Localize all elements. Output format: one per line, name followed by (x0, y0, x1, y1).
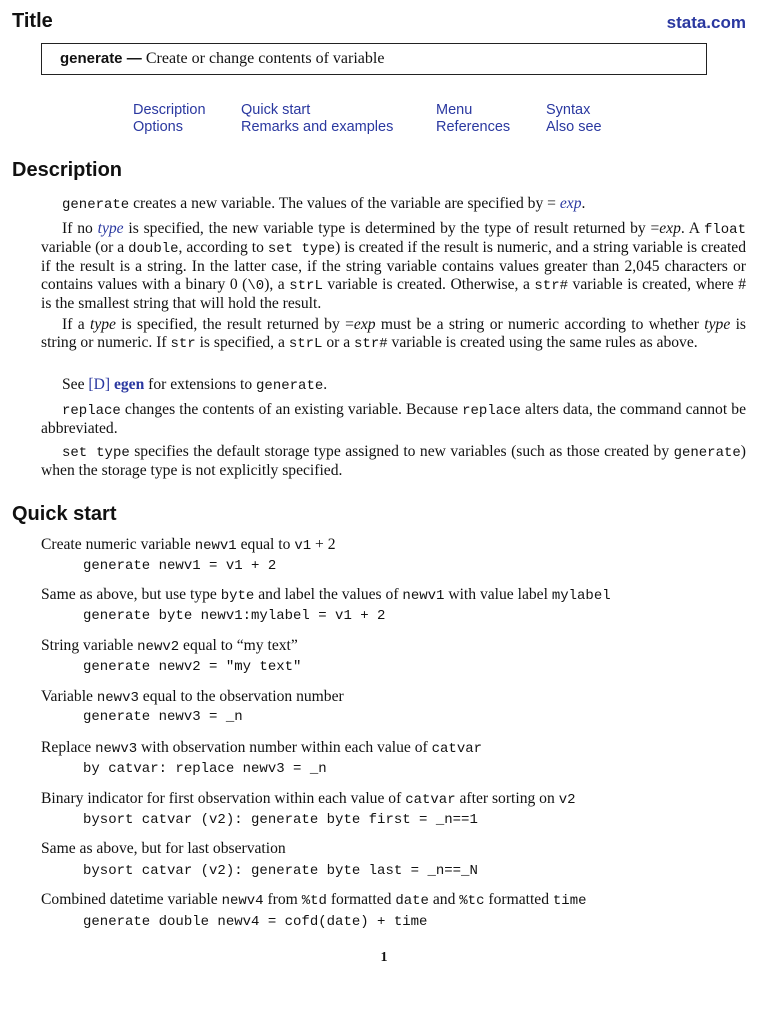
qs-code-4: generate newv3 = _n (83, 709, 243, 725)
command-description: Create or change contents of variable (145, 50, 385, 67)
toc-link-remarks-and-examples[interactable]: Remarks and examples (241, 119, 394, 135)
page-title: Title (12, 10, 53, 32)
qs-code-2: generate byte newv1:mylabel = v1 + 2 (83, 608, 386, 624)
qs-label-6: Binary indicator for first observation within each value of catvar after sorting on v2 (41, 790, 576, 808)
qs-code-7: bysort catvar (v2): generate byte last = _n==_N (83, 863, 478, 879)
qs-label-1: Create numeric variable newv1 equal to v1 + 2 (41, 536, 336, 554)
qs-code-8: generate double newv4 = cofd(date) + time (83, 914, 428, 930)
toc-link-references[interactable]: References (436, 119, 511, 135)
qs-label-7: Same as above, but for last observation (41, 840, 286, 857)
toc-link-menu[interactable]: Menu (436, 102, 473, 118)
description-heading: Description (12, 159, 123, 181)
d-manual-link[interactable]: [D] (88, 376, 114, 393)
qs-code-3: generate newv2 = "my text" (83, 659, 302, 675)
description-paragraph-3: If a type is specified, the result returned by =exp must be a string or numeric according to whether type is string or numeric. If str is specified, a strL or a str# variable is created using the same rules as above. (41, 316, 746, 352)
command-name: generate (60, 50, 123, 67)
toc-link-options[interactable]: Options (133, 119, 183, 135)
qs-label-2: Same as above, but use type byte and label the values of newv1 with value label mylabel (41, 586, 611, 604)
qs-code-1: generate newv1 = v1 + 2 (83, 558, 277, 574)
description-paragraph-6: set type specifies the default storage type assigned to new variables (such as those created by generate) when the storage type is not explicitly specified. (41, 443, 746, 479)
toc-link-also-see[interactable]: Also see (546, 119, 602, 135)
toc-link-syntax[interactable]: Syntax (546, 102, 591, 118)
qs-label-5: Replace newv3 with observation number within each value of catvar (41, 739, 483, 757)
page-header (12, 10, 746, 36)
stata-site-link[interactable]: stata.com (666, 13, 746, 32)
exp-link[interactable]: exp (559, 195, 582, 212)
toc-column-4 (546, 102, 602, 136)
title-dash: — (126, 50, 142, 67)
page-number: 1 (380, 950, 388, 965)
quick-start-heading: Quick start (12, 503, 117, 525)
command-heading (60, 50, 384, 68)
toc-column-2 (241, 102, 393, 136)
qs-code-6: bysort catvar (v2): generate byte first = _n==1 (83, 812, 478, 828)
toc-link-quick-start[interactable]: Quick start (241, 102, 311, 118)
description-paragraph-2: If no type is specified, the new variable type is determined by the type of result returned by =exp. A float variable (or a double, according to set type) is created if the result is numeric, and a string variable is created if the result is a string. In the latter case, if the string variable contains values greater than 2,045 characters or contains values with a binary 0 (\0), a strL variable is created. Otherwise, a str# variable is created, where # is the smallest string that will hold the result. (41, 220, 747, 312)
toc-column-3 (436, 102, 510, 136)
description-paragraph-4: See [D] egen for extensions to generate. (62, 376, 328, 394)
qs-label-3: String variable newv2 equal to “my text” (41, 637, 298, 655)
qs-code-5: by catvar: replace newv3 = _n (83, 761, 327, 777)
toc-column-1 (133, 102, 206, 136)
qs-label-8: Combined datetime variable newv4 from %td formatted date and %tc formatted time (41, 891, 587, 909)
qs-label-4: Variable newv3 equal to the observation number (41, 688, 344, 706)
description-paragraph-5: replace changes the contents of an existing variable. Because replace alters data, the command cannot be abbreviated. (41, 401, 746, 437)
egen-link[interactable]: egen (113, 376, 145, 393)
type-link[interactable]: type (97, 220, 124, 237)
command-title-box (41, 43, 707, 75)
description-paragraph-1: generate creates a new variable. The values of the variable are specified by = exp. (62, 195, 586, 213)
toc-link-description[interactable]: Description (133, 102, 206, 118)
